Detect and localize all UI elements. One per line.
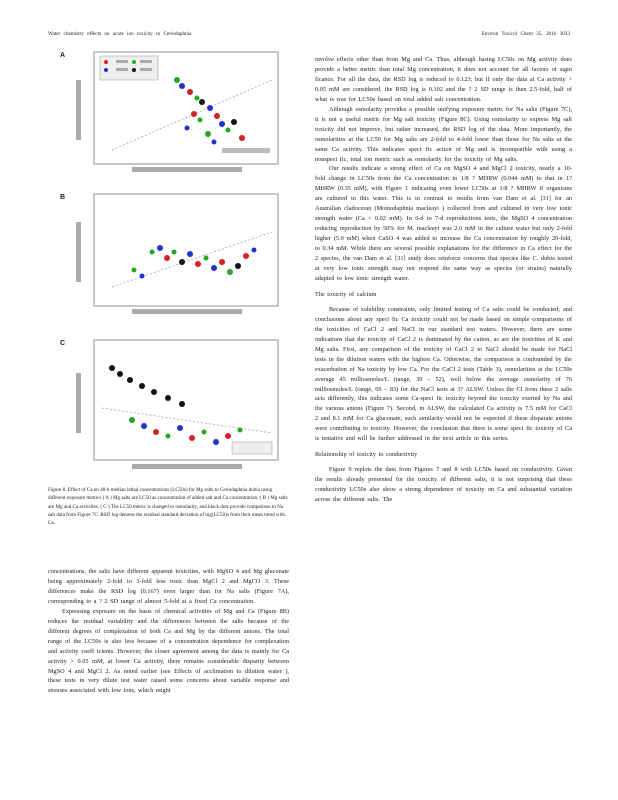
scatter-plot-c <box>72 338 282 473</box>
header-right: Environ Toxicol Chem 35, 2016 3033 <box>481 31 570 37</box>
section-heading: The toxicity of calcium <box>315 290 377 298</box>
paragraph: involve effects other than from Mg and Ca. Thus, although basing LC50s on Mg activity does provide a better metric than total Mg concentration, it does not account for all factors of signi ficance. For all the data, the RSD log is reduced to 0.123; but if only the data at Ca activity > 0.05 mM are considered, the RSD log is 0.102 and the ? 2 SD range is then 2.5-fold, half of what is was for LC50s based on total added salt concentration. <box>315 56 572 103</box>
y-axis-label-a <box>76 80 81 140</box>
header-left: Water chemistry effects on acute ion toxicity to Ceriodaphnia <box>48 31 192 37</box>
running-header <box>48 31 570 41</box>
paragraph: concentrations, the salts have different apparent toxicities, with MgSO 4 and Mg gluconate being approximately 2-fold to 3-fold less toxic than MgCl 2 and MgCO 3. These differences make the RSD log (0.167) even larger than for Na salts (Figure 7A), corresponding to a ? 2 SD range of almost 5-fold at a fixed Ca concentration. <box>48 568 289 605</box>
paragraph: Although osmolarity provides a possible unifying exposure metric for Na salts (Figure 7C), it is not a useful metric for Mg salt toxicity (Figure 8C). Using osmolarity to express Mg salt toxicity did not improve, but rather increased, the RSD log of the data. More importantly, the osmolarities at the LC50 for Mg salts are 2-fold to 4-fold lower than those for Na salts at the same Ca activity. This indicates speci fic action of Mg and is incompatible with using a nonspeci fic, total ion metric such as osmolarity for the toxicity of Mg salts. <box>315 105 572 163</box>
paragraph: Figure 9 replots the data from Figures 7 and 8 with LC50s based on conductivity. Given the results already presented for the toxicity of different salts, it is not surprising that these conductivity LC50s also show a strong dependence of toxicity on Ca and substantial variation across the different salts. The <box>315 466 572 504</box>
y-axis-label-b <box>76 222 81 282</box>
figure-panel-c <box>60 338 282 473</box>
scatter-plot-a <box>72 50 282 175</box>
figure-panel-a <box>60 50 282 175</box>
paragraph: Because of solubility constraints, only limited testing of Ca salts could be conducted; and conclusions about any speci fic Ca toxicity could not be made based on simple comparisons of the toxicities of CaCl 2 and NaCl in our standard test waters. However, there are some indications that the toxicity of CaCl 2 is dominated by the cation, as are the toxicities of K and Mg salts. First, any comparison of the toxicity of CaCl 2 to NaCl should be made for NaCl tests in the dilution waters with the highest Ca. Otherwise, the comparison is confounded by the exacerbation of Na toxicity by low Ca. For the CaCl 2 tests (Table 3), osmolarities at the LC50s average 45 milliosmoles/L (range, 39 – 52), well below the average osmolarity of 76 milliosmoles/L (range, 69 – 83) for the NaCl tests at 3? ALSW. Unless the Cl from these 2 salts acts differently, this indicates some Ca-speci fic toxicity beyond the toxicity exerted by Na and the various anions (Figure 7). Second, in ALSW, the calculated Ca activity is 7.5 mM for CaCl 2 and 8.1 mM for Ca gluconate; such similarity would not be expected if these disparate anions were contributing to toxicity. However, the conclusion that there is some speci fic toxicity of Ca is tentative and will be further addressed in the next article in this series. <box>315 305 572 443</box>
right-column <box>315 55 572 505</box>
figure-caption: Figure 8. Effect of Ca on 48-h median lethal concentrations (LC50s) for Mg salts to Ceriodaphnia dubia using different exposure metrics ( A ) Mg salts are LC50 as concentration of added salt and Ca concentration. ( B ) Mg salts are Mg and Ca activities. ( C ) The LC50 metric is changed to osmolarity, and black dots provide comparison to Na salt data from Figure 7C. RSD log denotes the residual standard deviation of log(LC50)s from their mean trend with Ca. <box>48 487 288 527</box>
x-axis-label-b <box>132 309 242 314</box>
figure-8 <box>52 50 290 478</box>
x-axis-label-c <box>132 464 242 469</box>
panel-c-annotation <box>232 442 272 454</box>
x-axis-label-a <box>132 167 242 172</box>
panel-label-c: C <box>60 340 66 347</box>
figure-panel-b <box>60 192 282 317</box>
panel-label-b: B <box>60 194 66 201</box>
paragraph: Expressing exposure on the basis of chemical activities of Mg and Ca (Figure 8B) reduces the residual variability and the differences between the salts because of the different degrees of complexation of both Ca and Mg by the different anions. The total range of the LC50s is also less because of a concentration dependence for complexation and activity coeff icients. However, the closer agreement among the data is mainly for Ca activity > 0.05 mM, at lower Ca activity, there remains considerable disparity between MgSO 4 and MgCl 2. As noted earlier (see Effects of acclimation to dilution water ), these tests in very dilute test water raised some concerns about variable response and stresses associated with low ions, which might <box>48 607 289 695</box>
scatter-plot-b <box>72 192 282 317</box>
panel-label-a: A <box>60 52 66 59</box>
paragraph: Our results indicate a strong effect of Ca on MgSO 4 and MgCl 2 toxicity, nearly a 10-fold change in LC50s from the Ca concentration in 1/8 ? MHRW (0.044 mM) to that in 1? MHRW (0.35 mM), with Figure 1 indicating even lower LC50s at 1/8 ? MHRW if organisms are cultured in this water. This is in contrast to results from van Dam et al. [31] for an Australian cladoceran (Moinodaphnia macleayi ) collected from and cultured in very low ionic strength water (Ca < 0.02 mM). In 6-d to 7-d reproductions tests, the MgSO 4 concentration reducing reproduction by 50% for M. macleayi was 2.6 mM in the culture water but only 2-fold higher (5.0 mM) when CaSO 4 was added to increase the Ca concentration by roughly 20-fold, to 0.34 mM. While there are several possible explanations for the difference in Ca effect for the 2 species, the van Dam et al. [31] study does reinforce concerns that species like C. dubia tested at very low ionic strength may not respond the same way as species (or strains) naturally adapted to low ionic strength water. <box>315 165 572 282</box>
y-axis-label-c <box>76 373 81 433</box>
left-column <box>48 567 289 696</box>
section-heading: Relationship of toxicity to conductivity <box>315 451 418 459</box>
panel-a-annotation <box>222 148 270 153</box>
